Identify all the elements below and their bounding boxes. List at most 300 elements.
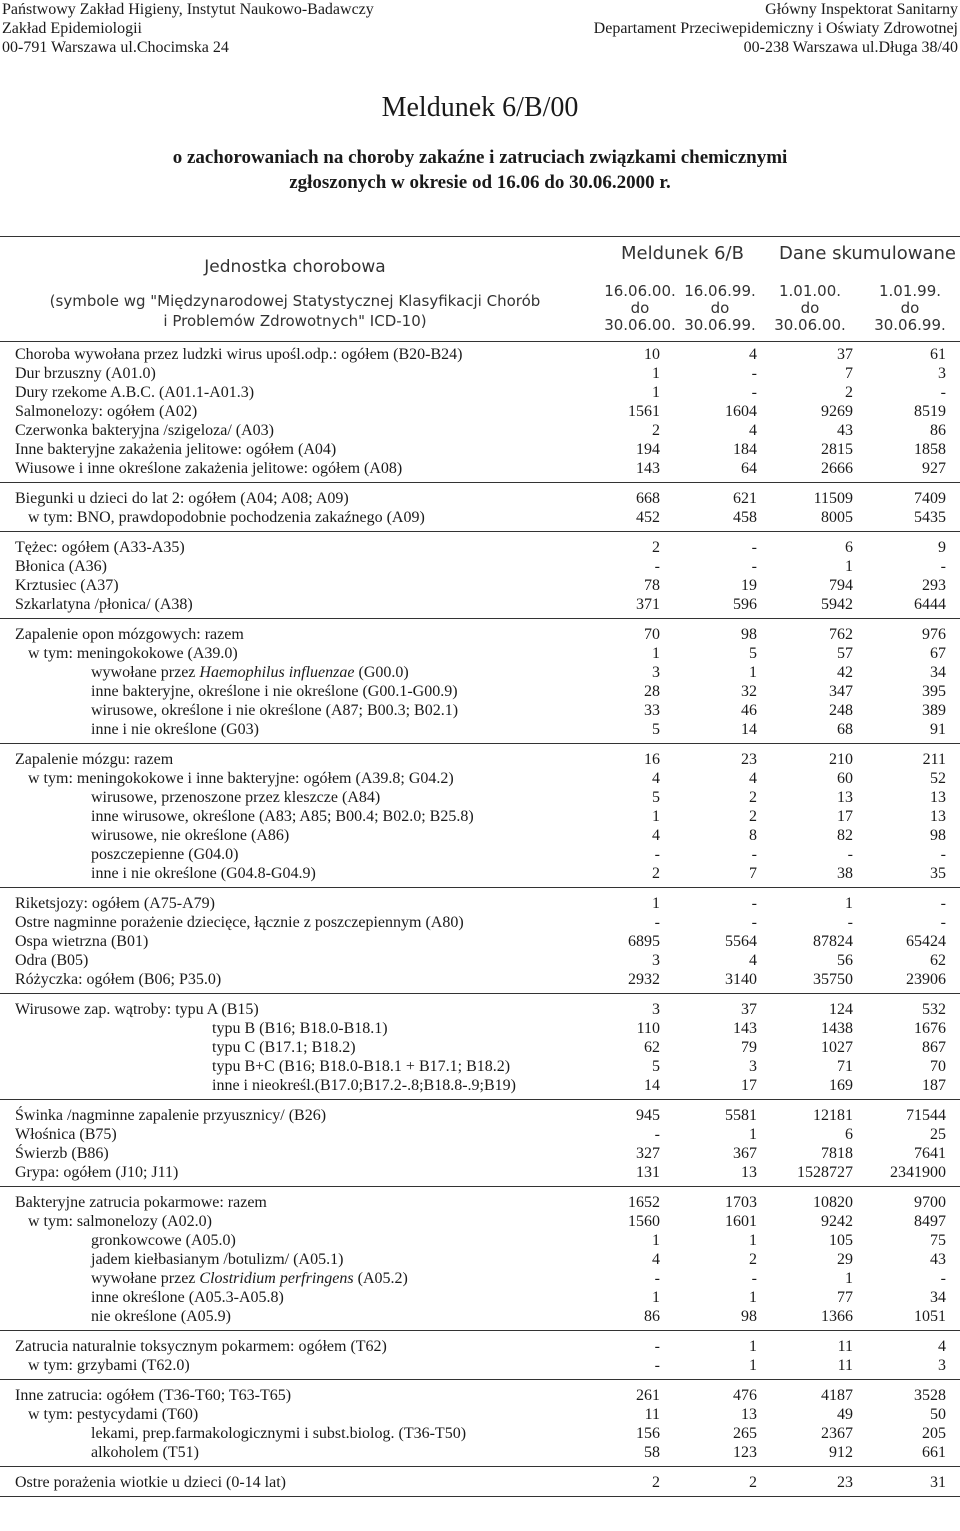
value-cell: 86 xyxy=(930,422,946,439)
value-cell: 1 xyxy=(845,1270,853,1287)
value-cell: - xyxy=(940,914,946,931)
table-row xyxy=(0,1386,960,1405)
inspectorate-name: Główny Inspektorat Sanitarny xyxy=(765,1,958,18)
value-cell: - xyxy=(751,914,757,931)
value-cell: 2 xyxy=(749,789,757,806)
value-cell: 28 xyxy=(644,683,660,700)
value-cell: - xyxy=(940,846,946,863)
value-cell: 1601 xyxy=(725,1213,757,1230)
disease-label: alkoholem (T51) xyxy=(91,1444,199,1461)
disease-label: w tym: BNO, prawdopodobnie pochodzenia zakaźnego (A09) xyxy=(28,509,425,526)
column-header: 1.01.00. do 30.06.00. xyxy=(774,282,846,334)
table-row xyxy=(0,402,960,421)
value-cell: - xyxy=(654,1270,660,1287)
table-row xyxy=(0,845,960,864)
table-group xyxy=(0,894,960,994)
value-cell: 8 xyxy=(749,827,757,844)
disease-label: Tężec: ogółem (A33-A35) xyxy=(15,539,185,556)
group-header-cumulative: Dane skumulowane xyxy=(779,243,956,264)
value-cell: 123 xyxy=(733,1444,757,1461)
value-cell: 14 xyxy=(644,1077,660,1094)
table-row xyxy=(0,1000,960,1019)
value-cell: 1858 xyxy=(914,441,946,458)
value-cell: 17 xyxy=(837,808,853,825)
table-group xyxy=(0,1473,960,1497)
value-cell: 2 xyxy=(749,808,757,825)
value-cell: 2815 xyxy=(821,441,853,458)
table-row xyxy=(0,1231,960,1250)
value-cell: 5 xyxy=(652,721,660,738)
value-cell: 4 xyxy=(652,770,660,787)
disease-label: Świerzb (B86) xyxy=(15,1145,109,1162)
value-cell: 17 xyxy=(741,1077,757,1094)
value-cell: 32 xyxy=(741,683,757,700)
value-cell: 2 xyxy=(652,865,660,882)
value-cell: 532 xyxy=(922,1001,946,1018)
value-cell: 7 xyxy=(845,365,853,382)
disease-label: Wiusowe i inne określone zakażenia jelitowe: ogółem (A08) xyxy=(15,460,403,477)
value-cell: 762 xyxy=(829,626,853,643)
value-cell: 43 xyxy=(837,422,853,439)
disease-label: typu B (B16; B18.0-B18.1) xyxy=(212,1020,388,1037)
table-row xyxy=(0,576,960,595)
value-cell: 211 xyxy=(922,751,946,768)
value-cell: 7409 xyxy=(914,490,946,507)
disease-label: Błonica (A36) xyxy=(15,558,107,575)
disease-label: Świnka /nagminne zapalenie przyusznicy/ (B26) xyxy=(15,1107,327,1124)
value-cell: 34 xyxy=(930,664,946,681)
table-row xyxy=(0,1125,960,1144)
value-cell: 1528727 xyxy=(797,1164,853,1181)
value-cell: 23 xyxy=(837,1474,853,1491)
value-cell: 2367 xyxy=(821,1425,853,1442)
value-cell: 5942 xyxy=(821,596,853,613)
table-row xyxy=(0,1473,960,1492)
value-cell: 4 xyxy=(749,952,757,969)
value-cell: 6 xyxy=(845,1126,853,1143)
disease-label: Zatrucia naturalnie toksycznym pokarmem: ogółem (T62) xyxy=(15,1338,387,1355)
value-cell: 143 xyxy=(636,460,660,477)
value-cell: 1 xyxy=(749,1232,757,1249)
disease-label: w tym: salmonelozy (A02.0) xyxy=(28,1213,212,1230)
value-cell: - xyxy=(654,914,660,931)
value-cell: 452 xyxy=(636,509,660,526)
value-cell: 43 xyxy=(930,1251,946,1268)
value-cell: 4 xyxy=(749,422,757,439)
disease-label: Dury rzekome A.B.C. (A01.1-A01.3) xyxy=(15,384,255,401)
header-left xyxy=(2,0,374,57)
value-cell: 91 xyxy=(930,721,946,738)
value-cell: 2 xyxy=(652,422,660,439)
value-cell: - xyxy=(751,846,757,863)
disease-label: Inne zatrucia: ogółem (T36-T60; T63-T65) xyxy=(15,1387,292,1404)
group-header-report: Meldunek 6/B xyxy=(621,243,744,264)
disease-label: lekami, prep.farmakologicznymi i subst.biolog. (T36-T50) xyxy=(91,1425,467,1442)
disease-label: typu B+C (B16; B18.0-B18.1 + B17.1; B18.2) xyxy=(212,1058,511,1075)
value-cell: - xyxy=(751,1270,757,1287)
subtitle-line: o zachorowaniach na choroby zakaźne i zatruciach związkami chemicznymi xyxy=(172,147,788,168)
value-cell: 1051 xyxy=(914,1308,946,1325)
table-row xyxy=(0,644,960,663)
value-cell: 1366 xyxy=(821,1308,853,1325)
table-group xyxy=(0,1386,960,1467)
table-row xyxy=(0,682,960,701)
value-cell: 65424 xyxy=(906,933,946,950)
disease-label: poszczepienne (G04.0) xyxy=(91,846,239,863)
disease-label: Odra (B05) xyxy=(15,952,89,969)
value-cell: 19 xyxy=(741,577,757,594)
value-cell: 62 xyxy=(930,952,946,969)
disease-label: jadem kiełbasianym /botulizm/ (A05.1) xyxy=(91,1251,344,1268)
value-cell: 184 xyxy=(733,441,757,458)
unit-header-label: Jednostka chorobowa xyxy=(204,257,386,277)
value-cell: 8005 xyxy=(821,509,853,526)
value-cell: 2 xyxy=(652,1474,660,1491)
value-cell: 23 xyxy=(741,751,757,768)
value-cell: 1 xyxy=(845,895,853,912)
unit-column-header xyxy=(0,237,590,341)
value-cell: 187 xyxy=(922,1077,946,1094)
value-cell: 9700 xyxy=(914,1194,946,1211)
value-cell: 621 xyxy=(733,490,757,507)
value-cell: 86 xyxy=(644,1308,660,1325)
table-row xyxy=(0,489,960,508)
value-cell: 1604 xyxy=(725,403,757,420)
table-row xyxy=(0,807,960,826)
value-cell: 7641 xyxy=(914,1145,946,1162)
inspectorate-department: Departament Przeciwepidemiczny i Oświaty Zdrowotnej xyxy=(593,20,958,37)
value-cell: 794 xyxy=(829,577,853,594)
table-row xyxy=(0,826,960,845)
value-cell: 1 xyxy=(652,645,660,662)
value-cell: - xyxy=(940,558,946,575)
table-group xyxy=(0,345,960,483)
value-cell: 25 xyxy=(930,1126,946,1143)
disease-label: Wirusowe zap. wątroby: typu A (B15) xyxy=(15,1001,259,1018)
department-name: Zakład Epidemiologii xyxy=(2,20,142,37)
table-row xyxy=(0,1288,960,1307)
note-line: i Problemów Zdrowotnych" ICD-10) xyxy=(163,312,427,330)
value-cell: 5 xyxy=(652,1058,660,1075)
value-cell: 367 xyxy=(733,1145,757,1162)
value-cell: 124 xyxy=(829,1001,853,1018)
disease-label: inne określone (A05.3-A05.8) xyxy=(91,1289,284,1306)
value-cell: 87824 xyxy=(813,933,853,950)
disease-label: Czerwonka bakteryjna /szigeloza/ (A03) xyxy=(15,422,275,439)
value-cell: - xyxy=(751,558,757,575)
value-cell: 50 xyxy=(930,1406,946,1423)
value-cell: 131 xyxy=(636,1164,660,1181)
table-header xyxy=(0,236,960,342)
value-cell: 327 xyxy=(636,1145,660,1162)
value-cell: 3 xyxy=(652,1001,660,1018)
disease-label: Riketsjozy: ogółem (A75-A79) xyxy=(15,895,215,912)
disease-label: Ostre porażenia wiotkie u dzieci (0-14 lat) xyxy=(15,1474,286,1491)
value-cell: - xyxy=(654,846,660,863)
value-cell: 3 xyxy=(652,952,660,969)
disease-label: Szkarlatyna /płonica/ (A38) xyxy=(15,596,193,613)
disease-label: Ospa wietrzna (B01) xyxy=(15,933,149,950)
disease-label: inne i nie określone (G04.8-G04.9) xyxy=(91,865,316,882)
value-cell: 77 xyxy=(837,1289,853,1306)
value-cell: - xyxy=(847,846,853,863)
value-cell: 46 xyxy=(741,702,757,719)
value-cell: 33 xyxy=(644,702,660,719)
value-cell: 9269 xyxy=(821,403,853,420)
table-row xyxy=(0,1424,960,1443)
value-cell: 52 xyxy=(930,770,946,787)
value-cell: 70 xyxy=(644,626,660,643)
table-row xyxy=(0,459,960,478)
table-row xyxy=(0,1163,960,1182)
disease-label: Bakteryjne zatrucia pokarmowe: razem xyxy=(15,1194,267,1211)
disease-label: Zapalenie opon mózgowych: razem xyxy=(15,626,244,643)
column-header: 16.06.00. do 30.06.00. xyxy=(604,282,676,334)
disease-label: Grypa: ogółem (J10; J11) xyxy=(15,1164,179,1181)
value-cell: 34 xyxy=(930,1289,946,1306)
table-row xyxy=(0,1356,960,1375)
column-header: 16.06.99. do 30.06.99. xyxy=(684,282,756,334)
value-cell: 11 xyxy=(837,1338,853,1355)
table-group xyxy=(0,625,960,744)
value-cell: 1561 xyxy=(628,403,660,420)
value-cell: 98 xyxy=(741,626,757,643)
disease-label: wirusowe, nie określone (A86) xyxy=(91,827,290,844)
disease-label: w tym: meningokokowe (A39.0) xyxy=(28,645,238,662)
value-cell: 78 xyxy=(644,577,660,594)
table-row xyxy=(0,1038,960,1057)
value-cell: 661 xyxy=(922,1444,946,1461)
value-cell: 194 xyxy=(636,441,660,458)
note-line: (symbole wg "Międzynarodowej Statystycznej Klasyfikacji Chorób xyxy=(49,292,541,310)
header-right xyxy=(594,0,958,57)
value-cell: 38 xyxy=(837,865,853,882)
value-cell: 1 xyxy=(652,808,660,825)
value-cell: 98 xyxy=(930,827,946,844)
value-cell: 1560 xyxy=(628,1213,660,1230)
disease-label: inne i nie określone (G03) xyxy=(91,721,259,738)
value-cell: 8519 xyxy=(914,403,946,420)
value-cell: 912 xyxy=(829,1444,853,1461)
value-cell: 10 xyxy=(644,346,660,363)
disease-label: Dur brzuszny (A01.0) xyxy=(15,365,156,382)
value-cell: 56 xyxy=(837,952,853,969)
table-row xyxy=(0,913,960,932)
table-row xyxy=(0,421,960,440)
value-cell: 29 xyxy=(837,1251,853,1268)
page-title: Meldunek 6/B/00 xyxy=(381,92,579,123)
value-cell: 35750 xyxy=(813,971,853,988)
value-cell: 265 xyxy=(733,1425,757,1442)
value-cell: 5 xyxy=(749,645,757,662)
value-cell: 143 xyxy=(733,1020,757,1037)
value-cell: 6444 xyxy=(914,596,946,613)
value-cell: 4 xyxy=(652,1251,660,1268)
value-cell: - xyxy=(751,365,757,382)
inspectorate-address: 00-238 Warszawa ul.Długa 38/40 xyxy=(743,39,958,56)
value-cell: 1438 xyxy=(821,1020,853,1037)
value-cell: 4 xyxy=(749,770,757,787)
disease-label: typu C (B17.1; B18.2) xyxy=(212,1039,356,1056)
value-cell: 2 xyxy=(749,1474,757,1491)
value-cell: 64 xyxy=(741,460,757,477)
table-row xyxy=(0,701,960,720)
value-cell: 668 xyxy=(636,490,660,507)
table-group xyxy=(0,1337,960,1380)
value-cell: 13 xyxy=(930,808,946,825)
value-cell: 1 xyxy=(749,1126,757,1143)
table-row xyxy=(0,970,960,989)
value-cell: 58 xyxy=(644,1444,660,1461)
table-row xyxy=(0,932,960,951)
value-cell: 3 xyxy=(938,365,946,382)
value-cell: 49 xyxy=(837,1406,853,1423)
value-cell: 71544 xyxy=(906,1107,946,1124)
value-cell: 60 xyxy=(837,770,853,787)
value-cell: 596 xyxy=(733,596,757,613)
value-cell: 3528 xyxy=(914,1387,946,1404)
value-cell: 9 xyxy=(938,539,946,556)
disease-label: wirusowe, przenoszone przez kleszcze (A84) xyxy=(91,789,381,806)
disease-label: Ostre nagminne porażenie dziecięce, łącznie z poszczepiennym (A80) xyxy=(15,914,464,931)
value-cell: 2 xyxy=(845,384,853,401)
table-row xyxy=(0,1269,960,1288)
value-cell: 1676 xyxy=(914,1020,946,1037)
value-cell: 61 xyxy=(930,346,946,363)
table-row xyxy=(0,625,960,644)
disease-label: w tym: grzybami (T62.0) xyxy=(28,1357,190,1374)
table-group xyxy=(0,1000,960,1100)
value-cell: 75 xyxy=(930,1232,946,1249)
value-cell: 3 xyxy=(749,1058,757,1075)
value-cell: 4187 xyxy=(821,1387,853,1404)
table-row xyxy=(0,894,960,913)
value-cell: 1 xyxy=(749,1357,757,1374)
disease-label: inne wirusowe, określone (A83; A85; B00.4; B02.0; B25.8) xyxy=(91,808,474,825)
value-cell: 31 xyxy=(930,1474,946,1491)
value-cell: 68 xyxy=(837,721,853,738)
value-cell: 4 xyxy=(938,1338,946,1355)
table-row xyxy=(0,538,960,557)
table-row xyxy=(0,1250,960,1269)
table-row xyxy=(0,1144,960,1163)
value-cell: 261 xyxy=(636,1387,660,1404)
table-row xyxy=(0,1405,960,1424)
value-cell: 205 xyxy=(922,1425,946,1442)
disease-label: w tym: pestycydami (T60) xyxy=(28,1406,199,1423)
value-cell: - xyxy=(940,895,946,912)
value-cell: 1 xyxy=(652,365,660,382)
value-cell: 42 xyxy=(837,664,853,681)
value-cell: 16 xyxy=(644,751,660,768)
disease-label: Inne bakteryjne zakażenia jelitowe: ogółem (A04) xyxy=(15,441,337,458)
table-body xyxy=(0,345,960,1503)
value-cell: 13 xyxy=(837,789,853,806)
value-cell: - xyxy=(940,384,946,401)
value-cell: 11 xyxy=(837,1357,853,1374)
value-cell: 5564 xyxy=(725,933,757,950)
value-cell: - xyxy=(940,1270,946,1287)
value-cell: 7818 xyxy=(821,1145,853,1162)
value-cell: 6 xyxy=(845,539,853,556)
table-row xyxy=(0,769,960,788)
table-row xyxy=(0,663,960,682)
disease-label: inne bakteryjne, określone i nie określone (G00.1-G00.9) xyxy=(91,683,458,700)
value-cell: 5435 xyxy=(914,509,946,526)
value-cell: 1 xyxy=(652,895,660,912)
disease-label: w tym: meningokokowe i inne bakteryjne: ogółem (A39.8; G04.2) xyxy=(28,770,454,787)
value-cell: 395 xyxy=(922,683,946,700)
value-cell: - xyxy=(654,1126,660,1143)
disease-label: Zapalenie mózgu: razem xyxy=(15,751,174,768)
value-cell: 5 xyxy=(652,789,660,806)
disease-label: Włośnica (B75) xyxy=(15,1126,117,1143)
value-cell: 2341900 xyxy=(890,1164,946,1181)
value-cell: 371 xyxy=(636,596,660,613)
table-row xyxy=(0,1307,960,1326)
value-cell: 1703 xyxy=(725,1194,757,1211)
value-cell: - xyxy=(751,539,757,556)
table-row xyxy=(0,788,960,807)
value-cell: 9242 xyxy=(821,1213,853,1230)
value-cell: 37 xyxy=(741,1001,757,1018)
table-row xyxy=(0,864,960,883)
value-cell: 70 xyxy=(930,1058,946,1075)
value-cell: 5581 xyxy=(725,1107,757,1124)
table-row xyxy=(0,1076,960,1095)
disease-label: wirusowe, określone i nie określone (A87; B00.3; B02.1) xyxy=(91,702,459,719)
unit-header-note xyxy=(0,291,590,331)
value-cell: 476 xyxy=(733,1387,757,1404)
value-cell: 14 xyxy=(741,721,757,738)
table-row xyxy=(0,557,960,576)
disease-label: gronkowcowe (A05.0) xyxy=(91,1232,236,1249)
value-cell: 35 xyxy=(930,865,946,882)
value-cell: - xyxy=(751,384,757,401)
value-cell: 37 xyxy=(837,346,853,363)
value-cell: 10820 xyxy=(813,1194,853,1211)
value-cell: - xyxy=(751,895,757,912)
value-cell: 71 xyxy=(837,1058,853,1075)
disease-label: Krztusiec (A37) xyxy=(15,577,119,594)
table-row xyxy=(0,1193,960,1212)
table-group xyxy=(0,1106,960,1187)
table-row xyxy=(0,345,960,364)
value-cell: 11509 xyxy=(813,490,853,507)
value-cell: 3 xyxy=(652,664,660,681)
table-row xyxy=(0,383,960,402)
value-cell: 13 xyxy=(930,789,946,806)
value-cell: 347 xyxy=(829,683,853,700)
table-row xyxy=(0,364,960,383)
table-group xyxy=(0,1193,960,1331)
value-cell: 13 xyxy=(741,1164,757,1181)
disease-label: inne i nieokreśl.(B17.0;B17.2-.8;B18.8-.9;B19) xyxy=(212,1077,516,1094)
value-cell: 7 xyxy=(749,865,757,882)
value-cell: 11 xyxy=(644,1406,660,1423)
table-row xyxy=(0,1337,960,1356)
table-group xyxy=(0,750,960,888)
table-row xyxy=(0,1057,960,1076)
value-cell: 1 xyxy=(652,384,660,401)
value-cell: 79 xyxy=(741,1039,757,1056)
value-cell: 1 xyxy=(845,558,853,575)
value-cell: 3 xyxy=(938,1357,946,1374)
disease-label: wywołane przez Haemophilus influenzae (G00.0) xyxy=(91,664,409,681)
value-cell: 3140 xyxy=(725,971,757,988)
table-row xyxy=(0,1019,960,1038)
disease-label: nie określone (A05.9) xyxy=(91,1308,231,1325)
